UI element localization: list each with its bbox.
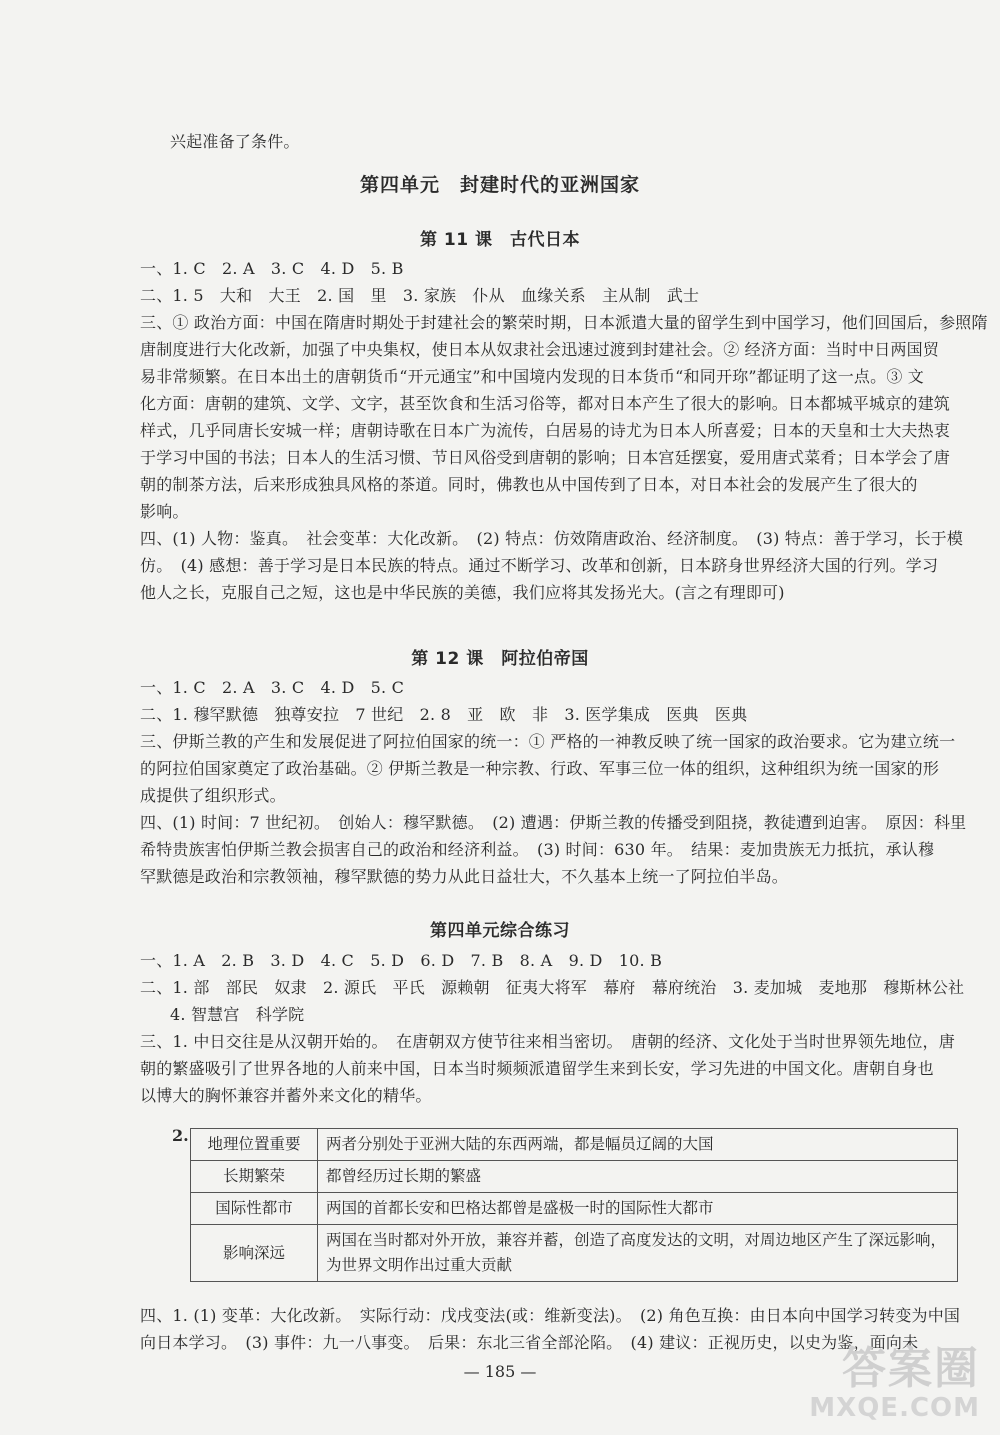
table-key: 国际性都市 [191, 1193, 318, 1225]
watermark-url: MXQE.COM [809, 1393, 980, 1423]
answer-line: 他人之长，克服自己之短，这也是中华民族的美德，我们应将其发扬光大。(言之有理即可) [140, 583, 785, 602]
answer-line: 样式，几乎同唐长安城一样；唐朝诗歌在日本广为流传，白居易的诗尤为日本人所喜爱；日本的天皇和士大夫热衷 [140, 421, 951, 440]
continuation-text: 兴起准备了条件。 [170, 132, 300, 151]
answer-line: 三、① 政治方面：中国在隋唐时期处于封建社会的繁荣时期，日本派遣大量的留学生到中国学习，他们回国后，参照隋 [140, 313, 988, 332]
review-title: 第四单元综合练习 [430, 921, 570, 941]
answer-line: 二、1. 穆罕默德 独尊安拉 7 世纪 2. 8 亚 欧 非 3. 医学集成 医典 医典 [140, 705, 748, 724]
table-value: 都曾经历过长期的繁盛 [318, 1161, 958, 1193]
table-row [191, 1225, 958, 1282]
answer-line: 朝的制茶方法，后来形成独具风格的茶道。同时，佛教也从中国传到了日本，对日本社会的发展产生了很大的 [140, 475, 918, 494]
lesson-11-title: 第 11 课 古代日本 [420, 230, 580, 250]
site-watermark [790, 1345, 980, 1425]
answer-line: 的阿拉伯国家奠定了政治基础。② 伊斯兰教是一种宗教、行政、军事三位一体的组织，这种组织为统一国家的形 [140, 759, 940, 778]
answer-line: 以博大的胸怀兼容并蓄外来文化的精华。 [140, 1086, 432, 1105]
answer-line: 化方面：唐朝的建筑、文学、文字，甚至饮食和生活习俗等，都对日本产生了很大的影响。日本都城平城京的建筑 [140, 394, 951, 413]
answer-line: 成提供了组织形式。 [140, 786, 286, 805]
answer-line: 三、伊斯兰教的产生和发展促进了阿拉伯国家的统一：① 严格的一神教反映了统一国家的政治要求。它为建立统一 [140, 732, 956, 751]
answer-line: 仿。 (4) 感想：善于学习是日本民族的特点。通过不断学习、改革和创新，日本跻身世界经济大国的行列。学习 [140, 556, 939, 575]
table-row [191, 1161, 958, 1193]
answer-line: 唐制度进行大化改新，加强了中央集权，使日本从奴隶社会迅速过渡到封建社会。② 经济方面：当时中日两国贸 [140, 340, 940, 359]
comparison-table [190, 1128, 958, 1282]
answer-line: 二、1. 5 大和 大王 2. 国 里 3. 家族 仆从 血缘关系 主从制 武士 [140, 286, 700, 305]
lesson-12-title: 第 12 课 阿拉伯帝国 [411, 649, 589, 669]
answer-line: 4. 智慧宫 科学院 [170, 1005, 305, 1024]
answer-line: 影响。 [140, 502, 189, 521]
table-row [191, 1193, 958, 1225]
answer-line: 三、1. 中日交往是从汉朝开始的。 在唐朝双方使节往来相当密切。 唐朝的经济、文化处于当时世界领先地位，唐 [140, 1032, 955, 1051]
answer-line: 罕默德是政治和宗教领袖，穆罕默德的势力从此日益壮大，不久基本上统一了阿拉伯半岛。 [140, 867, 789, 886]
answer-line: 一、1. C 2. A 3. C 4. D 5. B [140, 259, 404, 278]
lesson-11-answers [140, 255, 988, 606]
answer-line: 向日本学习。 (3) 事件：九一八事变。 后果：东北三省全部沦陷。 (4) 建议：正视历史，以史为鉴，面向未 [140, 1333, 919, 1352]
question-number: 2. [172, 1126, 189, 1145]
lesson-12-answers [140, 674, 967, 890]
answer-line: 易非常频繁。在日本出土的唐朝货币“开元通宝”和中国境内发现的日本货币“和同开珎”都证明了这一点。③ 文 [140, 367, 925, 386]
answer-line: 一、1. C 2. A 3. C 4. D 5. C [140, 678, 405, 697]
table-value: 两国的首都长安和巴格达都曾是盛极一时的国际性大都市 [318, 1193, 958, 1225]
review-answers [140, 947, 965, 1109]
answer-line: 四、1. (1) 变革：大化改新。 实际行动：戊戌变法(或：维新变法)。 (2) 角色互换：由日本向中国学习转变为中国 [140, 1306, 961, 1325]
answer-line: 朝的繁盛吸引了世界各地的人前来中国，日本当时频频派遣留学生来到长安，学习先进的中国文化。唐朝自身也 [140, 1059, 934, 1078]
answer-line: 二、1. 部 部民 奴隶 2. 源氏 平氏 源赖朝 征夷大将军 幕府 幕府统治 3. 麦加城 麦地那 穆斯林公社 [140, 978, 965, 997]
answer-line: 四、(1) 人物：鉴真。 社会变革：大化改新。 (2) 特点：仿效隋唐政治、经济制度。 (3) 特点：善于学习，长于模 [140, 529, 964, 548]
table-value: 两者分别处于亚洲大陆的东西两端，都是幅员辽阔的大国 [318, 1129, 958, 1161]
answer-line: 于学习中国的书法；日本人的生活习惯、节日风俗受到唐朝的影响；日本宫廷摆宴，爱用唐式菜肴；日本学会了唐 [140, 448, 951, 467]
answer-line: 一、1. A 2. B 3. D 4. C 5. D 6. D 7. B 8. A 9. D 10. B [140, 951, 663, 970]
unit-title: 第四单元 封建时代的亚洲国家 [359, 174, 640, 196]
table-key: 长期繁荣 [191, 1161, 318, 1193]
table-key: 地理位置重要 [191, 1129, 318, 1161]
answer-line: 四、(1) 时间：7 世纪初。 创始人：穆罕默德。 (2) 遭遇：伊斯兰教的传播受到阻挠，教徒遭到迫害。 原因：科里 [140, 813, 967, 832]
table-row [191, 1129, 958, 1161]
table-value: 两国在当时都对外开放，兼容并蓄，创造了高度发达的文明，对周边地区产生了深远影响，为世界文明作出过重大贡献 [318, 1225, 958, 1282]
table-key: 影响深远 [191, 1225, 318, 1282]
page-number: — 185 — [463, 1362, 537, 1381]
watermark-logo: 答案圈 [842, 1343, 980, 1394]
answer-line: 希特贵族害怕伊斯兰教会损害自己的政治和经济利益。 (3) 时间：630 年。 结果：麦加贵族无力抵抗，承认穆 [140, 840, 935, 859]
